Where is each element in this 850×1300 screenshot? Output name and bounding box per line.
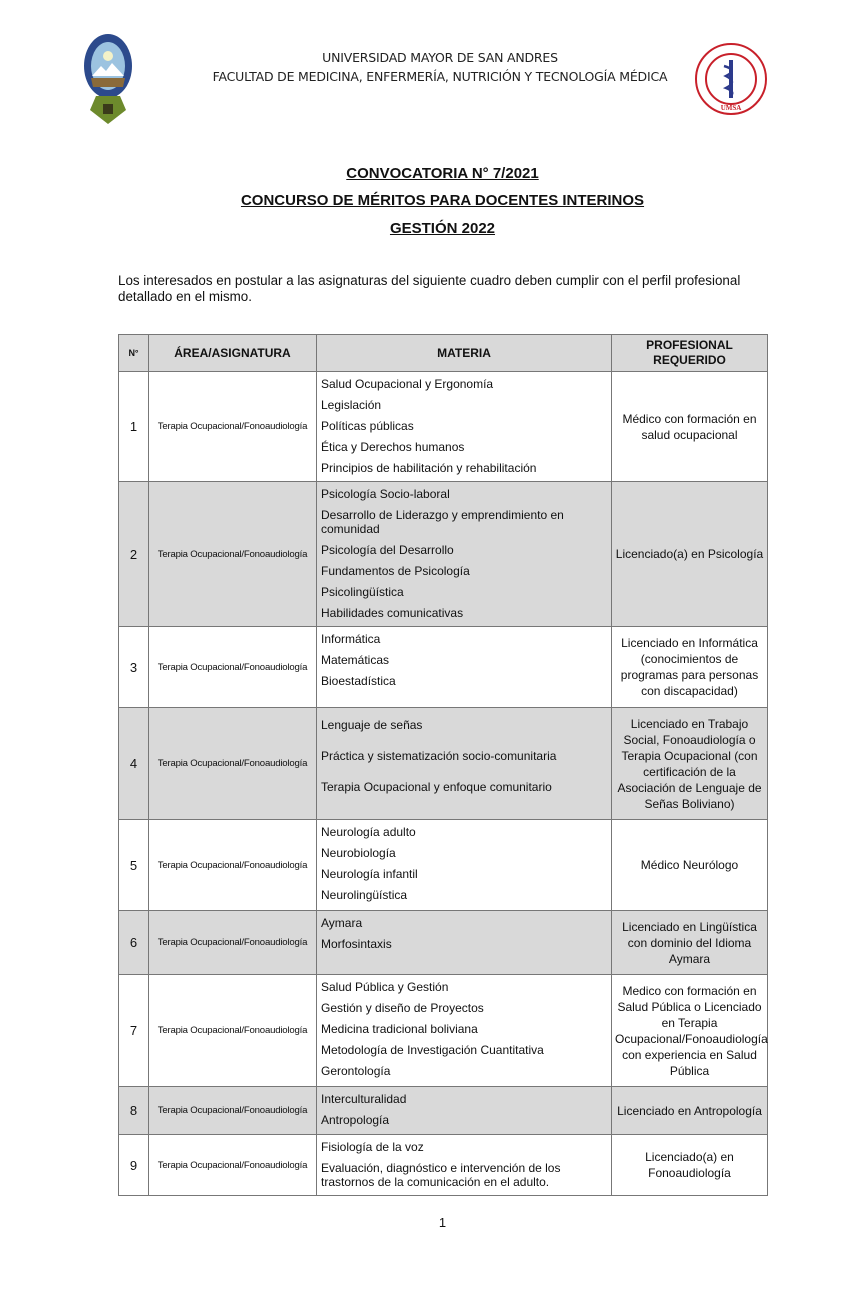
materia-item: Principios de habilitación y rehabilitación	[321, 461, 537, 475]
materia-item: Desarrollo de Liderazgo y emprendimiento en comunidad	[321, 508, 564, 536]
row-profesional: Licenciado en Informática (conocimientos de programas para personas con discapacidad)	[612, 627, 768, 708]
row-area: Terapia Ocupacional/Fonoaudiología	[149, 708, 317, 820]
materia-item: Gestión y diseño de Proyectos	[321, 1001, 484, 1015]
materia-item: Medicina tradicional boliviana	[321, 1022, 478, 1036]
svg-text:UMSA: UMSA	[720, 104, 742, 112]
materia-item: Práctica y sistematización socio-comunitaria	[321, 749, 557, 763]
header-area: ÁREA/ASIGNATURA	[149, 335, 317, 372]
row-area: Terapia Ocupacional/Fonoaudiología	[149, 911, 317, 975]
materia-item: Fisiología de la voz	[321, 1140, 424, 1154]
table-row	[119, 708, 768, 820]
row-profesional: Licenciado en Lingüística con dominio del Idioma Aymara	[612, 911, 768, 975]
page-number: 1	[438, 1215, 447, 1230]
materia-item: Neurología adulto	[321, 825, 416, 839]
materia-item: Aymara	[321, 916, 363, 930]
row-profesional: Medico con formación en Salud Pública o Licenciado en Terapia Ocupacional/Fonoaudiología con experiencia en Salud Pública	[612, 975, 768, 1087]
materia-item: Fundamentos de Psicología	[321, 564, 470, 578]
materia-item: Neurolingüística	[321, 888, 408, 902]
materia-item: Psicología Socio-laboral	[321, 487, 450, 501]
row-materias	[317, 911, 612, 975]
row-number: 6	[119, 911, 149, 975]
row-area: Terapia Ocupacional/Fonoaudiología	[149, 1135, 317, 1196]
faculty-medicine-seal-logo	[694, 42, 768, 116]
table-row	[119, 975, 768, 1087]
table-row	[119, 1135, 768, 1196]
concurso-title: CONCURSO DE MÉRITOS PARA DOCENTES INTERINOS	[240, 192, 645, 209]
intro-paragraph: Los interesados en postular a las asignaturas del siguiente cuadro deben cumplir con el perfil profesional detallado en el mismo.	[118, 273, 741, 304]
row-number: 5	[119, 820, 149, 911]
row-profesional: Médico Neurólogo	[612, 820, 768, 911]
university-name: UNIVERSIDAD MAYOR DE SAN ANDRES	[322, 50, 558, 65]
row-number: 4	[119, 708, 149, 820]
header-materia: MATERIA	[317, 335, 612, 372]
materia-item: Gerontología	[321, 1064, 391, 1078]
faculty-name: FACULTAD DE MEDICINA, ENFERMERÍA, NUTRICIÓN Y TECNOLOGÍA MÉDICA	[212, 69, 668, 84]
materia-item: Morfosintaxis	[321, 937, 392, 951]
materia-item: Terapia Ocupacional y enfoque comunitario	[321, 780, 552, 794]
gestion-title: GESTIÓN 2022	[389, 220, 496, 237]
materia-item: Evaluación, diagnóstico e intervención de los trastornos de la comunicación en el adulto.	[321, 1161, 561, 1189]
materia-item: Psicolingüística	[321, 585, 404, 599]
materia-item: Neurología infantil	[321, 867, 418, 881]
row-number: 7	[119, 975, 149, 1087]
materia-item: Salud Ocupacional y Ergonomía	[321, 377, 494, 391]
subjects-table	[118, 334, 768, 1196]
materia-item: Legislación	[321, 398, 382, 412]
row-profesional: Licenciado en Antropología	[612, 1087, 768, 1135]
header-num: N°	[119, 335, 149, 372]
table-row	[119, 820, 768, 911]
row-number: 9	[119, 1135, 149, 1196]
materia-item: Habilidades comunicativas	[321, 606, 464, 620]
row-materias	[317, 1087, 612, 1135]
materia-item: Bioestadística	[321, 674, 396, 688]
table-row	[119, 627, 768, 708]
row-materias	[317, 975, 612, 1087]
row-materias	[317, 627, 612, 708]
row-profesional: Médico con formación en salud ocupacional	[612, 372, 768, 482]
materia-item: Informática	[321, 632, 381, 646]
materia-item: Antropología	[321, 1113, 390, 1127]
materia-item: Matemáticas	[321, 653, 390, 667]
university-crest-logo	[82, 32, 134, 126]
row-profesional: Licenciado(a) en Psicología	[612, 482, 768, 627]
row-number: 1	[119, 372, 149, 482]
table-row	[119, 372, 768, 482]
row-materias	[317, 1135, 612, 1196]
materia-item: Interculturalidad	[321, 1092, 407, 1106]
materia-item: Ética y Derechos humanos	[321, 440, 465, 454]
table-row	[119, 482, 768, 627]
table-row	[119, 911, 768, 975]
row-area: Terapia Ocupacional/Fonoaudiología	[149, 482, 317, 627]
row-number: 3	[119, 627, 149, 708]
materia-item: Psicología del Desarrollo	[321, 543, 454, 557]
row-materias	[317, 372, 612, 482]
row-area: Terapia Ocupacional/Fonoaudiología	[149, 975, 317, 1087]
convocatoria-title: CONVOCATORIA N° 7/2021	[346, 165, 539, 182]
row-profesional: Licenciado en Trabajo Social, Fonoaudiología o Terapia Ocupacional (con certificación de la Asociación de Lenguaje de Señas Boliviano)	[612, 708, 768, 820]
row-materias	[317, 820, 612, 911]
row-number: 8	[119, 1087, 149, 1135]
row-area: Terapia Ocupacional/Fonoaudiología	[149, 1087, 317, 1135]
materia-item: Neurobiología	[321, 846, 396, 860]
table-header-row	[119, 335, 768, 372]
header-profesional: PROFESIONAL REQUERIDO	[612, 335, 768, 372]
row-area: Terapia Ocupacional/Fonoaudiología	[149, 627, 317, 708]
materia-item: Salud Pública y Gestión	[321, 980, 449, 994]
materia-item: Metodología de Investigación Cuantitativa	[321, 1043, 544, 1057]
row-area: Terapia Ocupacional/Fonoaudiología	[149, 820, 317, 911]
table-row	[119, 1087, 768, 1135]
row-materias	[317, 482, 612, 627]
row-profesional: Licenciado(a) en Fonoaudiología	[612, 1135, 768, 1196]
row-area: Terapia Ocupacional/Fonoaudiología	[149, 372, 317, 482]
row-materias	[317, 708, 612, 820]
row-number: 2	[119, 482, 149, 627]
materia-item: Políticas públicas	[321, 419, 414, 433]
materia-item: Lenguaje de señas	[321, 718, 423, 732]
